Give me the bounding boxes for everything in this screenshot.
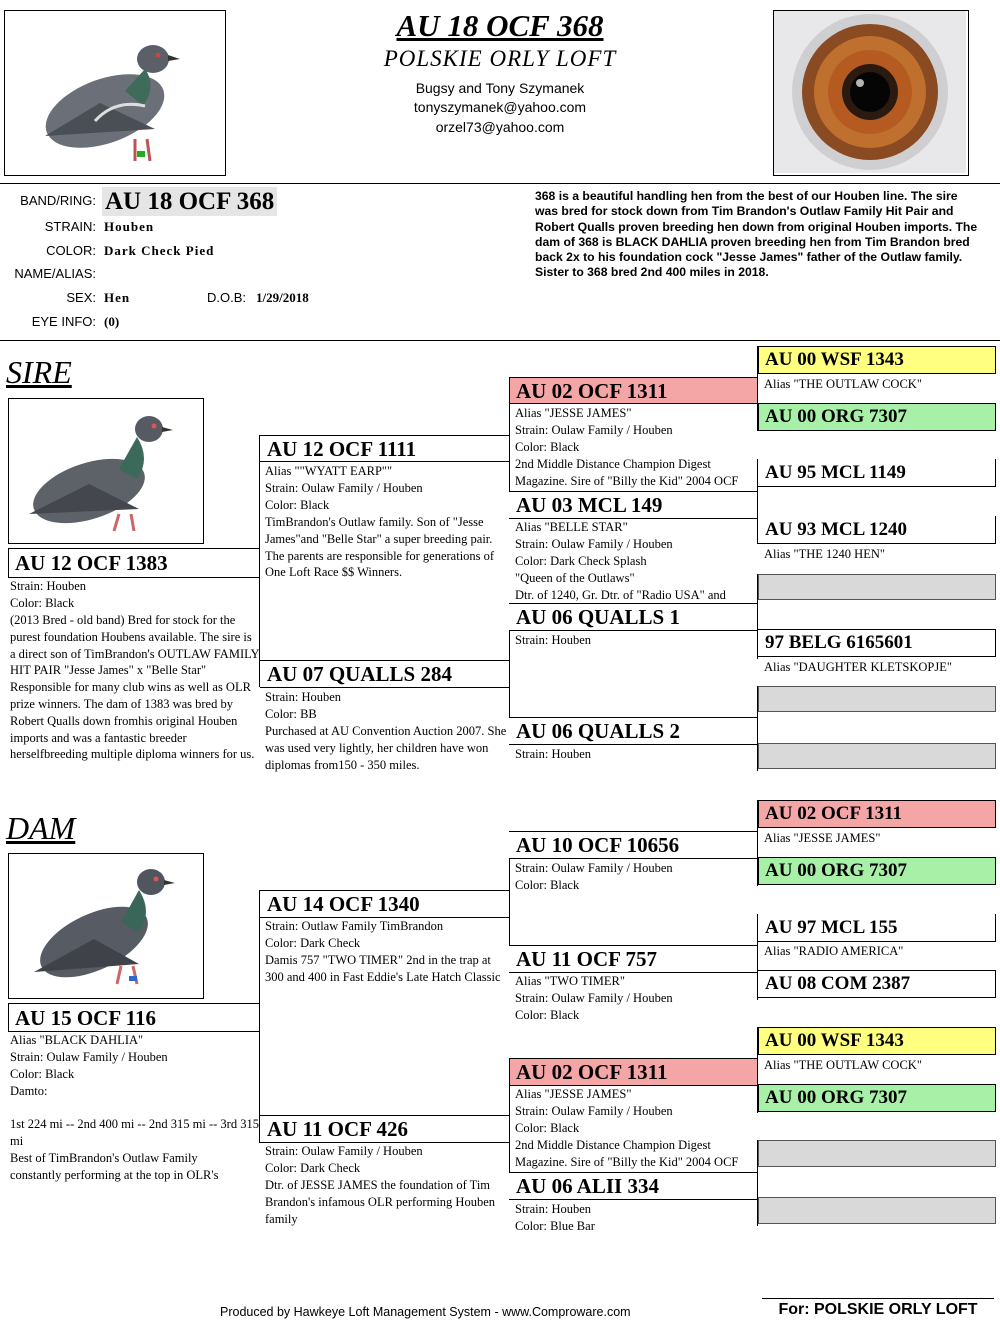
eye-info-label: EYE INFO: (31, 314, 96, 329)
dam-gen3-c-note1: 2nd Middle Distance Champion Digest (515, 1138, 711, 1152)
dam-gen3-a-color: Color: Black (515, 878, 580, 892)
dam-gen3-c-color: Color: Black (515, 1121, 580, 1135)
dob-label: D.O.B: (207, 290, 247, 305)
strain-value: Houben (104, 219, 155, 234)
sire-gen3-d-strain: Strain: Houben (515, 747, 592, 761)
owners: Bugsy and Tony Szymanek (415, 80, 585, 96)
dam-gen3-b-alias: Alias "TWO TIMER" (515, 974, 625, 988)
dam-gen2-sire-band: AU 14 OCF 1340 (267, 892, 420, 916)
sire-gen2-dam-notes: Purchased at AU Convention Auction 2007. She was used very lightly, her children have won diplomas from150 - 350 miles. (265, 724, 507, 772)
sire-gen2-sire-band: AU 12 OCF 1111 (267, 437, 417, 461)
dam-gen1-alias: Alias "BLACK DAHLIA" (10, 1033, 144, 1047)
band-value: AU 18 OCF 368 (102, 187, 277, 216)
dam-gen1-band: AU 15 OCF 116 (15, 1006, 156, 1030)
loft-name: POLSKIE ORLY LOFT (383, 46, 617, 71)
dam-gen2-sire-notes: Damis 757 "TWO TIMER" 2nd in the trap at 300 and 400 in Fast Eddie's Late Hatch Classic (265, 953, 501, 984)
connector (259, 890, 260, 1143)
dam-gen4-4-band: AU 08 COM 2387 (765, 973, 911, 994)
dam-gen3-c-note2: Magazine. Sire of "Billy the Kid" 2004 OCF (515, 1155, 739, 1169)
sire-gen4-7-empty (758, 686, 996, 712)
sire-pigeon-photo (9, 399, 201, 541)
dam-pigeon-photo (9, 854, 201, 996)
sire-gen2-dam-color: Color: BB (265, 707, 317, 721)
page-title: AU 18 OCF 368 (396, 8, 604, 43)
dam-gen3-b-band: AU 11 OCF 757 (516, 947, 657, 971)
sire-gen3-a-strain: Strain: Oulaw Family / Houben (515, 423, 673, 437)
sire-gen3-c-band: AU 06 QUALLS 1 (516, 605, 680, 629)
sire-gen4-4-alias: Alias "THE 1240 HEN" (764, 547, 885, 561)
pigeon-photo (5, 11, 223, 173)
sire-gen2-sire-notes: TimBrandon's Outlaw family. Son of "Jesse James"and "Belle Star" a super breeding pair. The parents are responsible for generations of One Loft Race $$ Winners. (265, 515, 495, 580)
dam-gen2-dam-strain: Strain: Oulaw Family / Houben (265, 1144, 423, 1158)
dam-photo-frame (8, 853, 204, 999)
dam-gen4-5-band: AU 00 WSF 1343 (765, 1030, 904, 1051)
color-value: Dark Check Pied (104, 243, 215, 258)
dam-gen4-3-band: AU 97 MCL 155 (765, 917, 898, 938)
dam-gen4-3-alias: Alias "RADIO AMERICA" (764, 944, 904, 958)
sire-photo-frame (8, 398, 204, 544)
sire-gen2-dam-strain: Strain: Houben (265, 690, 342, 704)
sire-gen3-b-note2: Dtr. of 1240, Gr. Dtr. of "Radio USA" and (515, 588, 726, 602)
connector (259, 435, 260, 687)
header-divider (0, 183, 1000, 184)
sire-gen2-sire-color: Color: Black (265, 498, 330, 512)
dam-gen1-damto: Damto: (10, 1084, 48, 1098)
dob-value: 1/29/2018 (256, 290, 309, 305)
sire-gen1-notes: (2013 Bred - old band) Bred for stock for the purest foundation Houbens available. The sire is a direct son of TimBrandon's OUTLAW FAMILY HIT PAIR "Jesse James" x "Belle Star" Responsible for many club wins as well as OLR prize winners. The dam of 1383 was bred by Robert Qualls down fromhis original Houben imports and was a fantastic breeder herselfbreeding multiple diploma winners for us. (10, 613, 260, 762)
dam-gen3-b-color: Color: Black (515, 1008, 580, 1022)
dam-gen2-dam-band: AU 11 OCF 426 (267, 1117, 408, 1141)
email-1: tonyszymanek@yahoo.com (413, 99, 587, 115)
sire-gen3-a-alias: Alias "JESSE JAMES" (515, 406, 632, 420)
dam-gen2-dam-notes: Dtr. of JESSE JAMES the foundation of Tim Brandon's infamous OLR performing Houben family (265, 1178, 495, 1226)
sire-gen2-dam-band: AU 07 QUALLS 284 (267, 662, 452, 686)
sire-gen4-1-alias: Alias "THE OUTLAW COCK" (764, 377, 922, 391)
band-label: BAND/RING: (20, 193, 96, 208)
dam-gen3-c-band: AU 02 OCF 1311 (516, 1060, 668, 1084)
dam-heading: DAM (6, 810, 76, 846)
dam-gen4-1-band: AU 02 OCF 1311 (765, 803, 903, 824)
name-alias-label: NAME/ALIAS: (14, 266, 96, 281)
sire-gen1-color: Color: Black (10, 596, 75, 610)
info-divider (0, 340, 1000, 341)
sire-gen4-6-band: 97 BELG 6165601 (765, 632, 913, 653)
sire-gen3-a-color: Color: Black (515, 440, 580, 454)
dam-gen3-c-alias: Alias "JESSE JAMES" (515, 1087, 632, 1101)
dam-gen1-strain: Strain: Oulaw Family / Houben (10, 1050, 168, 1064)
produced-by: Produced by Hawkeye Loft Management System - www.Comproware.com (220, 1305, 631, 1319)
dam-gen1-color: Color: Black (10, 1067, 75, 1081)
dam-gen1-notes: Best of TimBrandon's Outlaw Family constantly performing at the top in OLR's (10, 1151, 219, 1182)
eye-photo-frame (773, 10, 969, 176)
dam-gen2-dam-color: Color: Dark Check (265, 1161, 361, 1175)
dam-gen3-c-strain: Strain: Oulaw Family / Houben (515, 1104, 673, 1118)
sire-gen3-a-note1: 2nd Middle Distance Champion Digest (515, 457, 711, 471)
sire-gen3-b-alias: Alias "BELLE STAR" (515, 520, 628, 534)
dam-gen3-a-band: AU 10 OCF 10656 (516, 833, 680, 857)
sire-gen4-6-alias: Alias "DAUGHTER KLETSKOPJE" (764, 660, 952, 674)
dam-gen3-a-strain: Strain: Oulaw Family / Houben (515, 861, 673, 875)
sire-gen3-a-band: AU 02 OCF 1311 (516, 379, 668, 403)
color-label: COLOR: (46, 243, 96, 258)
sire-gen3-b-strain: Strain: Oulaw Family / Houben (515, 537, 673, 551)
dam-gen3-d-strain: Strain: Houben (515, 1202, 592, 1216)
sire-gen4-3-band: AU 95 MCL 1149 (765, 462, 906, 483)
description: 368 is a beautiful handling hen from the best of our Houben line. The sire was bred for stock down from Tim Brandon's Outlaw Family Hit Pair and Robert Qualls proven breeding hen down from original Houben imports. The dam of 368 is BLACK DAHLIA proven breeding hen from Tim Brandon bred back 2x to his foundation cock "Jesse James" father of the Outlaw family. Sister to 368 bred 2nd 400 miles in 2018. (535, 189, 978, 280)
dam-gen2-sire-strain: Strain: Outlaw Family TimBrandon (265, 919, 444, 933)
dam-gen3-d-color: Color: Blue Bar (515, 1219, 595, 1233)
sire-gen3-b-band: AU 03 MCL 149 (516, 493, 663, 517)
sire-gen3-c-strain: Strain: Houben (515, 633, 592, 647)
email-2: orzel73@yahoo.com (435, 119, 565, 135)
sire-gen2-sire-alias: Alias ""WYATT EARP"" (265, 464, 393, 478)
sire-gen4-4-band: AU 93 MCL 1240 (765, 519, 907, 540)
sire-gen2-sire-strain: Strain: Oulaw Family / Houben (265, 481, 423, 495)
eye-info-value: (0) (104, 314, 120, 329)
sire-gen4-2-band: AU 00 ORG 7307 (765, 406, 907, 427)
eye-photo (774, 11, 966, 173)
dam-gen2-sire-color: Color: Dark Check (265, 936, 361, 950)
sire-gen3-a-note2: Magazine. Sire of "Billy the Kid" 2004 OCF (515, 474, 739, 488)
dam-gen1-results: 1st 224 mi -- 2nd 400 mi -- 2nd 315 mi -- 3rd 315 mi (10, 1117, 259, 1148)
for-loft: For: POLSKIE ORLY LOFT (762, 1298, 994, 1319)
dam-gen4-7-empty (758, 1140, 996, 1167)
dam-gen3-b-strain: Strain: Oulaw Family / Houben (515, 991, 673, 1005)
dam-gen4-8-empty (758, 1197, 996, 1224)
sire-heading: SIRE (6, 354, 72, 390)
dam-gen4-6-band: AU 00 ORG 7307 (765, 1087, 907, 1108)
sex-value: Hen (104, 290, 131, 305)
dam-gen4-5-alias: Alias "THE OUTLAW COCK" (764, 1058, 922, 1072)
sire-gen3-b-color: Color: Dark Check Splash (515, 554, 647, 568)
sire-gen4-1-band: AU 00 WSF 1343 (765, 349, 904, 370)
pigeon-photo-frame (4, 10, 226, 176)
strain-label: STRAIN: (44, 219, 96, 234)
sire-gen1-band: AU 12 OCF 1383 (15, 551, 168, 575)
dam-gen4-1-alias: Alias "JESSE JAMES" (764, 831, 881, 845)
sire-gen3-b-note1: "Queen of the Outlaws" (515, 571, 635, 585)
sex-label: SEX: (66, 290, 96, 305)
sire-gen3-d-band: AU 06 QUALLS 2 (516, 719, 680, 743)
dam-gen4-2-band: AU 00 ORG 7307 (765, 860, 907, 881)
dam-gen3-d-band: AU 06 ALII 334 (516, 1174, 659, 1198)
sire-gen1-strain: Strain: Houben (10, 579, 87, 593)
sire-gen4-8-empty (758, 743, 996, 769)
sire-gen4-5-empty (758, 574, 996, 600)
